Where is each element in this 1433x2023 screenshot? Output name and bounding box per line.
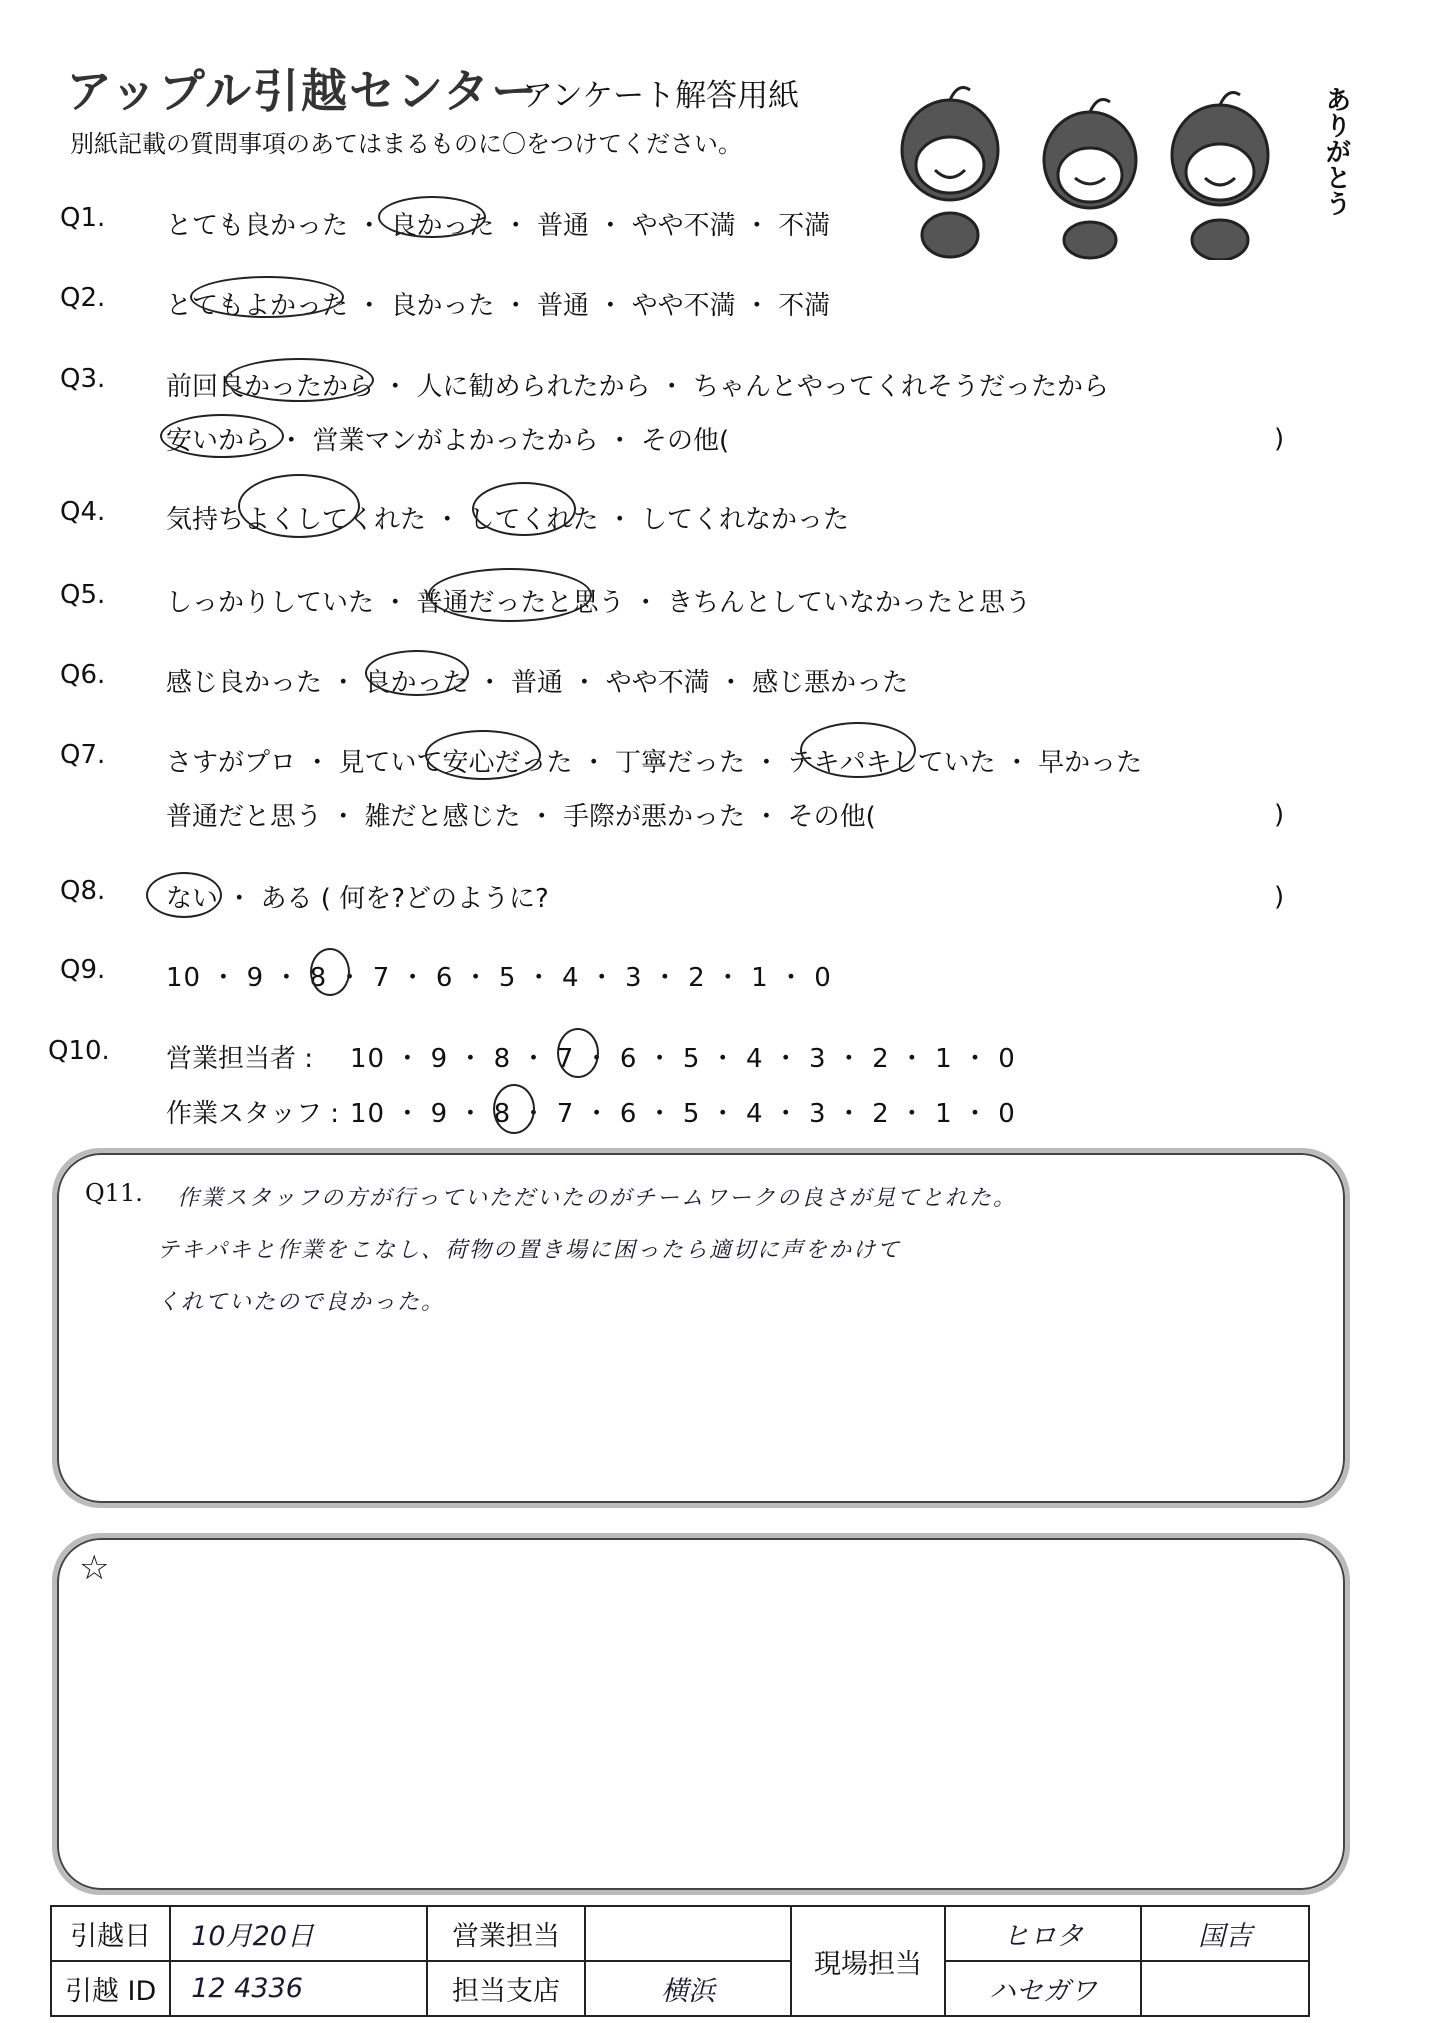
move-id-label: 引越 ID bbox=[51, 1961, 170, 2016]
q9-selected-circle bbox=[310, 948, 350, 996]
instruction-text: 別紙記載の質問事項のあてはまるものに〇をつけてください。 bbox=[70, 130, 742, 158]
q11-comment-box[interactable] bbox=[52, 1148, 1350, 1508]
form-subtitle: アンケート解答用紙 bbox=[522, 78, 800, 114]
sales-rep-value bbox=[585, 1906, 791, 1961]
q7-options-line1[interactable]: さすがプロ ・ 見ていて安心だった ・ 丁寧だった ・ テキパキしていた ・ 早かった bbox=[166, 748, 1143, 778]
q11-label: Q11. bbox=[85, 1179, 143, 1207]
q5-label: Q5. bbox=[60, 580, 106, 610]
q3-label: Q3. bbox=[60, 364, 106, 394]
q5-selected-circle bbox=[428, 568, 592, 622]
q7-selected-circle-1 bbox=[425, 730, 541, 780]
q10-staff-label: 作業スタッフ : bbox=[166, 1099, 340, 1129]
site-rep-label: 現場担当 bbox=[791, 1906, 944, 2016]
q1-options[interactable]: とても良かった ・ 良かった ・ 普通 ・ やや不満 ・ 不満 bbox=[166, 211, 831, 241]
q8-close-paren: ) bbox=[1274, 882, 1285, 912]
q7-close-paren: ) bbox=[1274, 800, 1285, 830]
mascot-thanks-text: ありがとう bbox=[1321, 86, 1351, 216]
branch-value: 横浜 bbox=[585, 1961, 791, 2016]
q8-options[interactable]: ない ・ ある ( 何を?どのように? bbox=[166, 884, 549, 914]
q10-sales-selected-circle bbox=[557, 1028, 599, 1078]
site-rep-value-4 bbox=[1141, 1961, 1309, 2016]
q9-options[interactable]: 10 ・ 9 ・ 8 ・ 7 ・ 6 ・ 5 ・ 4 ・ 3 ・ 2 ・ 1 ・ 0 bbox=[166, 963, 832, 993]
q3-selected-circle-2 bbox=[160, 414, 284, 458]
move-id-value: 12 4336 bbox=[170, 1961, 427, 2016]
q9-label: Q9. bbox=[60, 955, 106, 985]
branch-label: 担当支店 bbox=[427, 1961, 585, 2016]
sales-rep-label: 営業担当 bbox=[427, 1906, 585, 1961]
q11-handwritten-line3: くれていたので良かった。 bbox=[157, 1290, 446, 1315]
q8-selected-circle bbox=[146, 872, 222, 918]
q4-selected-circle-1 bbox=[238, 474, 360, 538]
q10-sales-label: 営業担当者 : bbox=[166, 1044, 314, 1074]
q3-options-line2[interactable]: 安いから ・ 営業マンがよかったから ・ その他( bbox=[166, 426, 730, 456]
q6-selected-circle bbox=[365, 650, 469, 696]
mascot-illustration bbox=[880, 60, 1340, 260]
move-date-value: 10月20日 bbox=[170, 1906, 427, 1961]
q8-label: Q8. bbox=[60, 876, 106, 906]
mascot-monkey-2 bbox=[1044, 100, 1136, 258]
site-rep-value-1: ヒロタ bbox=[945, 1906, 1142, 1961]
q3-close-paren: ) bbox=[1274, 424, 1285, 454]
star-icon: ☆ bbox=[79, 1548, 110, 1588]
move-date-label: 引越日 bbox=[51, 1906, 170, 1961]
q3-options-line1[interactable]: 前回良かったから ・ 人に勧められたから ・ ちゃんとやってくれそうだったから bbox=[166, 372, 1110, 402]
footer-info-table bbox=[50, 1905, 1310, 2017]
star-comment-box[interactable] bbox=[52, 1533, 1350, 1895]
q7-selected-circle-2 bbox=[800, 722, 916, 778]
q7-label: Q7. bbox=[60, 740, 106, 770]
q11-handwritten-line2: テキパキと作業をこなし、荷物の置き場に困ったら適切に声をかけて bbox=[157, 1238, 902, 1263]
q10-sales-options[interactable]: 10 ・ 9 ・ 8 ・ 7 ・ 6 ・ 5 ・ 4 ・ 3 ・ 2 ・ 1 ・ 0 bbox=[350, 1044, 1016, 1074]
q1-selected-circle bbox=[378, 196, 486, 238]
company-title: アップル引越センター bbox=[66, 64, 540, 118]
q4-options[interactable]: 気持ちよくしてくれた ・ してくれた ・ してくれなかった bbox=[166, 505, 850, 535]
q4-selected-circle-2 bbox=[472, 482, 576, 536]
q4-label: Q4. bbox=[60, 497, 106, 527]
q2-options[interactable]: とてもよかった ・ 良かった ・ 普通 ・ やや不満 ・ 不満 bbox=[166, 291, 831, 321]
q6-options[interactable]: 感じ良かった ・ 良かった ・ 普通 ・ やや不満 ・ 感じ悪かった bbox=[166, 668, 909, 698]
q1-label: Q1. bbox=[60, 203, 106, 233]
q11-handwritten-line1: 作業スタッフの方が行っていただいたのがチームワークの良さが見てとれた。 bbox=[177, 1186, 1018, 1211]
q10-staff-options[interactable]: 10 ・ 9 ・ 8 ・ 7 ・ 6 ・ 5 ・ 4 ・ 3 ・ 2 ・ 1 ・ 0 bbox=[350, 1099, 1016, 1129]
q5-options[interactable]: しっかりしていた ・ 普通だったと思う ・ きちんとしていなかったと思う bbox=[166, 588, 1032, 618]
q7-options-line2[interactable]: 普通だと思う ・ 雑だと感じた ・ 手際が悪かった ・ その他( bbox=[166, 802, 876, 832]
q2-selected-circle bbox=[190, 276, 344, 318]
q3-selected-circle-1 bbox=[225, 358, 374, 402]
site-rep-value-2: 国吉 bbox=[1141, 1906, 1309, 1961]
site-rep-value-3: ハセガワ bbox=[945, 1961, 1142, 2016]
q10-label: Q10. bbox=[48, 1036, 110, 1066]
mascot-monkey-3 bbox=[1172, 93, 1268, 260]
q2-label: Q2. bbox=[60, 283, 106, 313]
q10-staff-selected-circle bbox=[493, 1084, 535, 1134]
mascot-monkey-1 bbox=[902, 88, 998, 257]
q6-label: Q6. bbox=[60, 660, 106, 690]
